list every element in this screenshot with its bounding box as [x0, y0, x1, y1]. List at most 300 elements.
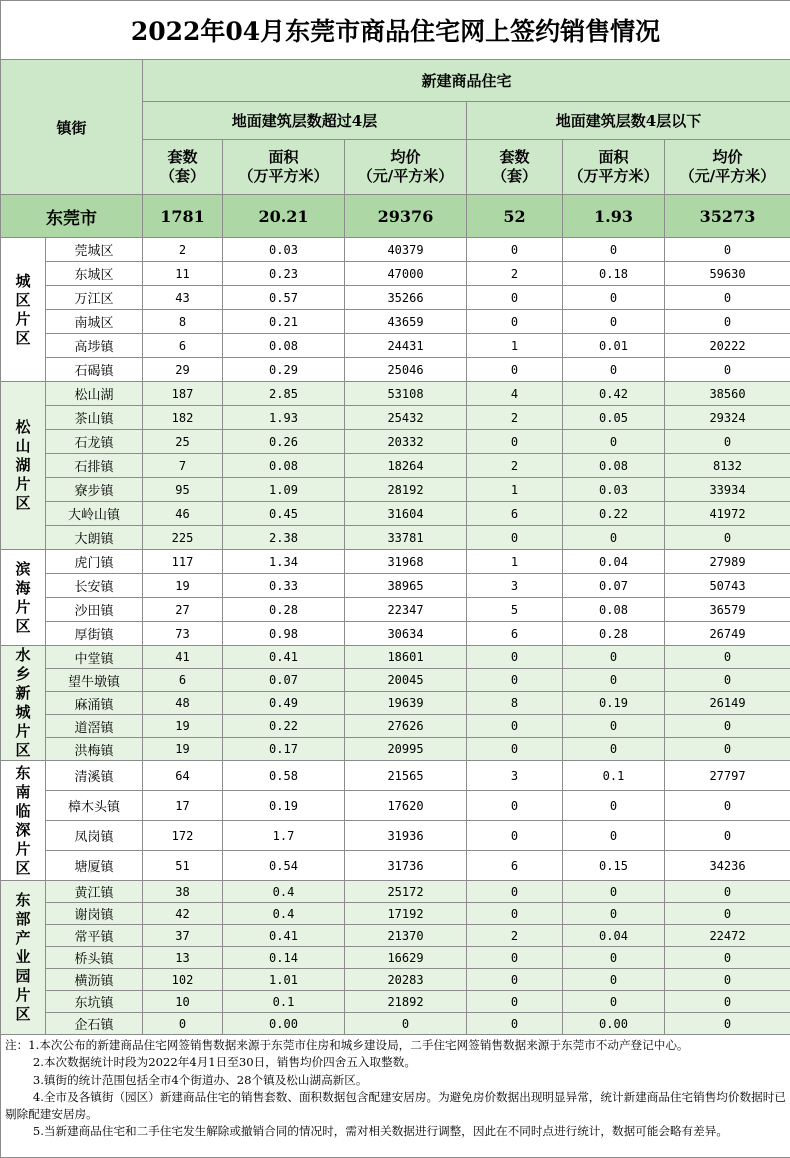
table-row — [1, 358, 790, 382]
cell-value: 117 — [143, 550, 223, 574]
column-header-unit: （元/平方米） — [345, 167, 466, 186]
over-4-floors-header: 地面建筑层数超过4层 — [143, 102, 467, 140]
cell-value: 0 — [563, 791, 665, 821]
cell-value: 0.22 — [223, 715, 345, 738]
cell-value: 0.07 — [563, 574, 665, 598]
cell-value: 0.03 — [563, 478, 665, 502]
district-label: 东 南 临 深 片 区 — [1, 761, 46, 881]
cell-value: 18601 — [345, 646, 467, 669]
cell-value: 95 — [143, 478, 223, 502]
cell-value: 187 — [143, 382, 223, 406]
cell-value: 0 — [563, 715, 665, 738]
cell-value: 0.15 — [563, 851, 665, 881]
cell-value: 182 — [143, 406, 223, 430]
cell-value: 21892 — [345, 991, 467, 1013]
table-row — [1, 598, 790, 622]
cell-value: 0 — [665, 238, 790, 262]
cell-value: 20283 — [345, 969, 467, 991]
cell-value: 21565 — [345, 761, 467, 791]
cell-value: 5 — [467, 598, 563, 622]
town-name: 茶山镇 — [46, 406, 143, 430]
cell-value: 0.42 — [563, 382, 665, 406]
table-row — [1, 692, 790, 715]
cell-value: 0 — [563, 669, 665, 692]
footnote-4: 4.全市及各镇街（园区）新建商品住宅的销售套数、面积数据包含配建安居房。为避免房价数据出现明显异常，统计新建商品住宅销售均价数据时已剔除配建安居房。 — [5, 1089, 786, 1124]
town-name: 东坑镇 — [46, 991, 143, 1013]
cell-value: 0 — [467, 715, 563, 738]
cell-value: 0 — [563, 646, 665, 669]
new-housing-header: 新建商品住宅 — [143, 60, 790, 102]
column-header-unit: （套） — [467, 167, 562, 186]
table-row — [1, 761, 790, 791]
district-label: 松 山 湖 片 区 — [1, 382, 46, 550]
table-row — [1, 881, 790, 903]
cell-value: 0.08 — [223, 454, 345, 478]
cell-value: 0.26 — [223, 430, 345, 454]
total-value: 52 — [467, 195, 563, 238]
cell-value: 8 — [467, 692, 563, 715]
column-header-unit: （万平方米） — [223, 167, 344, 186]
table-row — [1, 947, 790, 969]
cell-value: 3 — [467, 761, 563, 791]
cell-value: 2 — [467, 454, 563, 478]
cell-value: 0 — [467, 947, 563, 969]
cell-value: 6 — [143, 334, 223, 358]
cell-value: 0 — [467, 358, 563, 382]
town-name: 企石镇 — [46, 1013, 143, 1035]
cell-value: 0.00 — [223, 1013, 345, 1035]
cell-value: 37 — [143, 925, 223, 947]
cell-value: 38 — [143, 881, 223, 903]
cell-value: 26749 — [665, 622, 790, 646]
cell-value: 0 — [665, 646, 790, 669]
cell-value: 6 — [467, 622, 563, 646]
cell-value: 0 — [467, 821, 563, 851]
cell-value: 48 — [143, 692, 223, 715]
cell-value: 28192 — [345, 478, 467, 502]
cell-value: 0 — [563, 947, 665, 969]
cell-value: 2 — [467, 262, 563, 286]
cell-value: 0 — [563, 881, 665, 903]
cell-value: 0 — [563, 526, 665, 550]
cell-value: 36579 — [665, 598, 790, 622]
cell-value: 0 — [563, 738, 665, 761]
cell-value: 0.49 — [223, 692, 345, 715]
cell-value: 59630 — [665, 262, 790, 286]
footnote-2: 2.本次数据统计时段为2022年4月1日至30日，销售均价四舍五入取整数。 — [5, 1054, 786, 1071]
cell-value: 0 — [665, 791, 790, 821]
cell-value: 0 — [467, 738, 563, 761]
town-name: 东城区 — [46, 262, 143, 286]
cell-value: 0.1 — [223, 991, 345, 1013]
cell-value: 0.21 — [223, 310, 345, 334]
total-value: 35273 — [665, 195, 790, 238]
cell-value: 0.28 — [223, 598, 345, 622]
cell-value: 0.98 — [223, 622, 345, 646]
cell-value: 73 — [143, 622, 223, 646]
cell-value: 40379 — [345, 238, 467, 262]
cell-value: 1 — [467, 478, 563, 502]
cell-value: 0 — [665, 310, 790, 334]
cell-value: 0.03 — [223, 238, 345, 262]
cell-value: 0 — [665, 715, 790, 738]
cell-value: 0 — [467, 286, 563, 310]
town-name: 石龙镇 — [46, 430, 143, 454]
cell-value: 0 — [467, 1013, 563, 1035]
table-row — [1, 1013, 790, 1035]
cell-value: 1.01 — [223, 969, 345, 991]
town-name: 桥头镇 — [46, 947, 143, 969]
cell-value: 0 — [467, 526, 563, 550]
town-name: 凤岗镇 — [46, 821, 143, 851]
cell-value: 26149 — [665, 692, 790, 715]
cell-value: 41972 — [665, 502, 790, 526]
cell-value: 0.08 — [223, 334, 345, 358]
cell-value: 0 — [665, 1013, 790, 1035]
cell-value: 16629 — [345, 947, 467, 969]
cell-value: 22472 — [665, 925, 790, 947]
cell-value: 25172 — [345, 881, 467, 903]
cell-value: 17192 — [345, 903, 467, 925]
cell-value: 0.14 — [223, 947, 345, 969]
page-title: 2022年04月东莞市商品住宅网上签约销售情况 — [1, 1, 790, 60]
cell-value: 33781 — [345, 526, 467, 550]
column-header-unit: （元/平方米） — [665, 167, 790, 186]
cell-value: 0 — [665, 358, 790, 382]
cell-value: 0 — [665, 526, 790, 550]
cell-value: 24431 — [345, 334, 467, 358]
cell-value: 19639 — [345, 692, 467, 715]
town-name: 谢岗镇 — [46, 903, 143, 925]
column-header-unit: （套） — [143, 167, 222, 186]
cell-value: 53108 — [345, 382, 467, 406]
town-name: 塘厦镇 — [46, 851, 143, 881]
town-name: 沙田镇 — [46, 598, 143, 622]
town-name: 横沥镇 — [46, 969, 143, 991]
cell-value: 27797 — [665, 761, 790, 791]
town-name: 常平镇 — [46, 925, 143, 947]
cell-value: 0 — [563, 286, 665, 310]
cell-value: 3 — [467, 574, 563, 598]
town-name: 樟木头镇 — [46, 791, 143, 821]
column-header-name: 套数 — [467, 148, 562, 167]
town-name: 松山湖 — [46, 382, 143, 406]
cell-value: 0.04 — [563, 925, 665, 947]
table-row — [1, 715, 790, 738]
town-name: 长安镇 — [46, 574, 143, 598]
cell-value: 0 — [665, 286, 790, 310]
cell-value: 0.45 — [223, 502, 345, 526]
city-total-label: 东莞市 — [1, 195, 143, 238]
cell-value: 33934 — [665, 478, 790, 502]
town-name: 莞城区 — [46, 238, 143, 262]
cell-value: 25046 — [345, 358, 467, 382]
cell-value: 0.33 — [223, 574, 345, 598]
cell-value: 27 — [143, 598, 223, 622]
town-name: 石碣镇 — [46, 358, 143, 382]
column-header — [143, 140, 223, 195]
table-row — [1, 646, 790, 669]
cell-value: 11 — [143, 262, 223, 286]
cell-value: 0.19 — [223, 791, 345, 821]
cell-value: 25432 — [345, 406, 467, 430]
cell-value: 31736 — [345, 851, 467, 881]
table-row — [1, 550, 790, 574]
cell-value: 20332 — [345, 430, 467, 454]
cell-value: 0.08 — [563, 598, 665, 622]
footnotes — [0, 1035, 790, 1158]
cell-value: 2.38 — [223, 526, 345, 550]
table-row — [1, 406, 790, 430]
column-header — [665, 140, 790, 195]
cell-value: 0 — [665, 991, 790, 1013]
cell-value: 21370 — [345, 925, 467, 947]
cell-value: 2 — [467, 925, 563, 947]
cell-value: 0.05 — [563, 406, 665, 430]
table-row — [1, 310, 790, 334]
table-row — [1, 454, 790, 478]
cell-value: 0 — [467, 881, 563, 903]
table-row — [1, 851, 790, 881]
cell-value: 19 — [143, 574, 223, 598]
cell-value: 2.85 — [223, 382, 345, 406]
column-header-name: 套数 — [143, 148, 222, 167]
table-row — [1, 969, 790, 991]
cell-value: 0.01 — [563, 334, 665, 358]
cell-value: 0.23 — [223, 262, 345, 286]
cell-value: 0.07 — [223, 669, 345, 692]
table-row — [1, 669, 790, 692]
cell-value: 0 — [467, 903, 563, 925]
cell-value: 1.34 — [223, 550, 345, 574]
cell-value: 0 — [345, 1013, 467, 1035]
city-total-row — [1, 195, 790, 238]
cell-value: 2 — [467, 406, 563, 430]
cell-value: 27626 — [345, 715, 467, 738]
table-row — [1, 430, 790, 454]
cell-value: 35266 — [345, 286, 467, 310]
cell-value: 0 — [467, 669, 563, 692]
cell-value: 0 — [665, 738, 790, 761]
cell-value: 0 — [467, 969, 563, 991]
table-row — [1, 925, 790, 947]
cell-value: 0.41 — [223, 646, 345, 669]
cell-value: 18264 — [345, 454, 467, 478]
cell-value: 34236 — [665, 851, 790, 881]
cell-value: 0.29 — [223, 358, 345, 382]
town-name: 麻涌镇 — [46, 692, 143, 715]
cell-value: 43 — [143, 286, 223, 310]
table-row — [1, 382, 790, 406]
column-header-name: 面积 — [563, 148, 664, 167]
district-label: 城 区 片 区 — [1, 238, 46, 382]
cell-value: 64 — [143, 761, 223, 791]
cell-value: 42 — [143, 903, 223, 925]
cell-value: 0 — [665, 969, 790, 991]
cell-value: 0.4 — [223, 903, 345, 925]
table-row — [1, 821, 790, 851]
total-value: 29376 — [345, 195, 467, 238]
cell-value: 41 — [143, 646, 223, 669]
town-name: 大朗镇 — [46, 526, 143, 550]
table-row — [1, 622, 790, 646]
cell-value: 31936 — [345, 821, 467, 851]
cell-value: 172 — [143, 821, 223, 851]
total-value: 1781 — [143, 195, 223, 238]
cell-value: 0 — [467, 430, 563, 454]
district-label: 滨 海 片 区 — [1, 550, 46, 646]
cell-value: 0 — [467, 991, 563, 1013]
cell-value: 1.93 — [223, 406, 345, 430]
cell-value: 0.04 — [563, 550, 665, 574]
cell-value: 0 — [665, 947, 790, 969]
cell-value: 46 — [143, 502, 223, 526]
town-name: 望牛墩镇 — [46, 669, 143, 692]
cell-value: 225 — [143, 526, 223, 550]
table-row — [1, 991, 790, 1013]
cell-value: 0.17 — [223, 738, 345, 761]
cell-value: 0 — [467, 310, 563, 334]
cell-value: 4 — [467, 382, 563, 406]
table-row — [1, 262, 790, 286]
town-name: 道滘镇 — [46, 715, 143, 738]
cell-value: 30634 — [345, 622, 467, 646]
cell-value: 0 — [563, 358, 665, 382]
cell-value: 0 — [665, 881, 790, 903]
cell-value: 0.54 — [223, 851, 345, 881]
cell-value: 1 — [467, 550, 563, 574]
cell-value: 7 — [143, 454, 223, 478]
column-header — [467, 140, 563, 195]
under-4-floors-header: 地面建筑层数4层以下 — [467, 102, 790, 140]
cell-value: 0 — [665, 430, 790, 454]
footnote-3: 3.镇街的统计范围包括全市4个街道办、28个镇及松山湖高新区。 — [5, 1072, 786, 1089]
cell-value: 29 — [143, 358, 223, 382]
town-name: 黄江镇 — [46, 881, 143, 903]
cell-value: 43659 — [345, 310, 467, 334]
column-header-name: 面积 — [223, 148, 344, 167]
cell-value: 0 — [467, 791, 563, 821]
town-name: 南城区 — [46, 310, 143, 334]
cell-value: 19 — [143, 738, 223, 761]
cell-value: 51 — [143, 851, 223, 881]
cell-value: 0 — [665, 821, 790, 851]
cell-value: 20995 — [345, 738, 467, 761]
table-row — [1, 238, 790, 262]
footnote-1: 注：1.本次公布的新建商品住宅网签销售数据来源于东莞市住房和城乡建设局，二手住宅网签销售数据来源于东莞市不动产登记中心。 — [5, 1037, 786, 1054]
footnote-5: 5.当新建商品住宅和二手住宅发生解除或撤销合同的情况时，需对相关数据进行调整，因此在不同时点进行统计，数据可能会略有差异。 — [5, 1123, 786, 1140]
column-header — [223, 140, 345, 195]
column-header-name: 均价 — [345, 148, 466, 167]
cell-value: 13 — [143, 947, 223, 969]
cell-value: 25 — [143, 430, 223, 454]
table-row — [1, 791, 790, 821]
cell-value: 0 — [563, 821, 665, 851]
town-name: 中堂镇 — [46, 646, 143, 669]
cell-value: 0.19 — [563, 692, 665, 715]
cell-value: 0.41 — [223, 925, 345, 947]
column-header — [345, 140, 467, 195]
town-name: 万江区 — [46, 286, 143, 310]
column-header-name: 均价 — [665, 148, 790, 167]
total-value: 20.21 — [223, 195, 345, 238]
district-label: 水 乡 新 城 片 区 — [1, 646, 46, 761]
town-name: 洪梅镇 — [46, 738, 143, 761]
town-name: 虎门镇 — [46, 550, 143, 574]
cell-value: 17 — [143, 791, 223, 821]
cell-value: 19 — [143, 715, 223, 738]
table-row — [1, 526, 790, 550]
town-name: 寮步镇 — [46, 478, 143, 502]
cell-value: 31604 — [345, 502, 467, 526]
cell-value: 22347 — [345, 598, 467, 622]
cell-value: 0.1 — [563, 761, 665, 791]
table-row — [1, 502, 790, 526]
cell-value: 0.28 — [563, 622, 665, 646]
cell-value: 0.22 — [563, 502, 665, 526]
cell-value: 0 — [563, 969, 665, 991]
cell-value: 1.7 — [223, 821, 345, 851]
cell-value: 27989 — [665, 550, 790, 574]
district-label: 东 部 产 业 园 片 区 — [1, 881, 46, 1035]
cell-value: 0 — [563, 238, 665, 262]
cell-value: 10 — [143, 991, 223, 1013]
cell-value: 8 — [143, 310, 223, 334]
cell-value: 0 — [143, 1013, 223, 1035]
cell-value: 6 — [143, 669, 223, 692]
total-value: 1.93 — [563, 195, 665, 238]
cell-value: 0 — [467, 646, 563, 669]
cell-value: 0 — [467, 238, 563, 262]
cell-value: 17620 — [345, 791, 467, 821]
cell-value: 0 — [665, 669, 790, 692]
town-name: 石排镇 — [46, 454, 143, 478]
cell-value: 0 — [563, 310, 665, 334]
column-header — [563, 140, 665, 195]
cell-value: 0.58 — [223, 761, 345, 791]
cell-value: 20222 — [665, 334, 790, 358]
cell-value: 0 — [563, 430, 665, 454]
table-row — [1, 903, 790, 925]
cell-value: 8132 — [665, 454, 790, 478]
cell-value: 1 — [467, 334, 563, 358]
town-name: 大岭山镇 — [46, 502, 143, 526]
town-column-header: 镇街 — [1, 60, 143, 195]
cell-value: 47000 — [345, 262, 467, 286]
cell-value: 0.08 — [563, 454, 665, 478]
cell-value: 20045 — [345, 669, 467, 692]
cell-value: 1.09 — [223, 478, 345, 502]
cell-value: 50743 — [665, 574, 790, 598]
table-row — [1, 574, 790, 598]
cell-value: 6 — [467, 502, 563, 526]
cell-value: 2 — [143, 238, 223, 262]
cell-value: 102 — [143, 969, 223, 991]
cell-value: 0.00 — [563, 1013, 665, 1035]
cell-value: 0.57 — [223, 286, 345, 310]
table-row — [1, 286, 790, 310]
table-row — [1, 738, 790, 761]
cell-value: 0 — [665, 903, 790, 925]
cell-value: 0.18 — [563, 262, 665, 286]
town-name: 清溪镇 — [46, 761, 143, 791]
cell-value: 38560 — [665, 382, 790, 406]
cell-value: 38965 — [345, 574, 467, 598]
table-row — [1, 478, 790, 502]
cell-value: 29324 — [665, 406, 790, 430]
table-row — [1, 334, 790, 358]
town-name: 厚街镇 — [46, 622, 143, 646]
